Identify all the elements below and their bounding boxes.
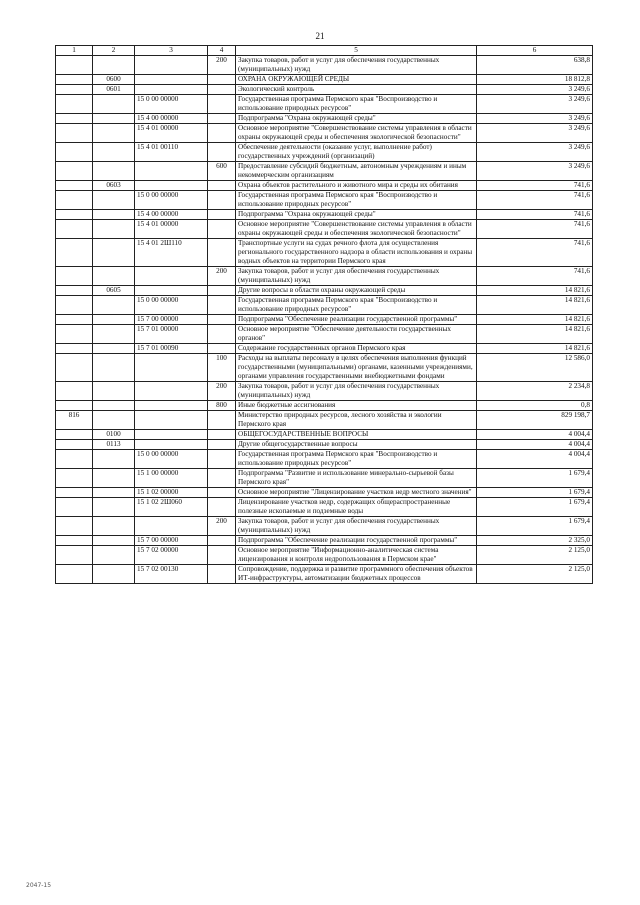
code-target-cell: 15 4 00 00000 bbox=[135, 114, 208, 124]
code-section-cell bbox=[93, 536, 135, 546]
item-name-cell: Расходы на выплаты персоналу в целях обеспечения выполнения функций государственными (муниципальными) органами, казенными учреждениями, органами управления государственными внебюджетными фондами bbox=[236, 354, 477, 382]
amount-cell: 1 679,4 bbox=[477, 488, 593, 498]
item-name-cell: Подпрограмма "Обеспечение реализации государственной программы" bbox=[236, 315, 477, 325]
code-admin-cell bbox=[56, 56, 93, 75]
code-section-cell bbox=[93, 325, 135, 344]
item-name-cell: Другие общегосударственные вопросы bbox=[236, 440, 477, 450]
item-name-cell: Закупка товаров, работ и услуг для обеспечения государственных (муниципальных) нужд bbox=[236, 517, 477, 536]
amount-cell: 741,6 bbox=[477, 210, 593, 220]
code-target-cell: 15 1 00 00000 bbox=[135, 469, 208, 488]
item-name-cell: Основное мероприятие "Совершенствование системы управления в области охраны окружающей среды и обеспечения экологической безопасности" bbox=[236, 124, 477, 143]
code-section-cell bbox=[93, 382, 135, 401]
amount-cell: 3 249,6 bbox=[477, 95, 593, 114]
code-expense-type-cell bbox=[208, 325, 236, 344]
code-section-cell: 0601 bbox=[93, 85, 135, 95]
table-row bbox=[56, 325, 593, 344]
amount-cell: 1 679,4 bbox=[477, 498, 593, 517]
table-row bbox=[56, 411, 593, 430]
code-admin-cell bbox=[56, 296, 93, 315]
column-header: 5 bbox=[236, 46, 477, 56]
code-section-cell bbox=[93, 114, 135, 124]
code-expense-type-cell: 800 bbox=[208, 401, 236, 411]
item-name-cell: Государственная программа Пермского края "Воспроизводство и использование природных ресурсов" bbox=[236, 191, 477, 210]
code-target-cell: 15 0 00 00000 bbox=[135, 450, 208, 469]
code-section-cell bbox=[93, 498, 135, 517]
code-admin-cell bbox=[56, 450, 93, 469]
code-target-cell: 15 0 00 00000 bbox=[135, 296, 208, 315]
code-admin-cell bbox=[56, 162, 93, 181]
table-row bbox=[56, 450, 593, 469]
code-target-cell: 15 7 02 00130 bbox=[135, 565, 208, 584]
code-expense-type-cell bbox=[208, 450, 236, 469]
table-row bbox=[56, 286, 593, 296]
code-admin-cell bbox=[56, 124, 93, 143]
item-name-cell: Государственная программа Пермского края "Воспроизводство и использование природных ресурсов" bbox=[236, 296, 477, 315]
column-header: 1 bbox=[56, 46, 93, 56]
code-expense-type-cell: 200 bbox=[208, 517, 236, 536]
code-expense-type-cell bbox=[208, 411, 236, 430]
item-name-cell: Основное мероприятие "Совершенствование системы управления в области охраны окружающей среды и обеспечения экологической безопасности" bbox=[236, 220, 477, 239]
amount-cell: 3 249,6 bbox=[477, 114, 593, 124]
code-expense-type-cell: 200 bbox=[208, 267, 236, 286]
table-row bbox=[56, 354, 593, 382]
code-admin-cell bbox=[56, 546, 93, 565]
code-admin-cell bbox=[56, 267, 93, 286]
code-admin-cell bbox=[56, 382, 93, 401]
code-target-cell bbox=[135, 181, 208, 191]
code-expense-type-cell bbox=[208, 498, 236, 517]
item-name-cell: Транспортные услуги на судах речного флота для осуществления регионального государственного надзора в области использования и охраны водных объектов на территории Пермского края bbox=[236, 239, 477, 267]
table-row bbox=[56, 296, 593, 315]
amount-cell: 2 234,8 bbox=[477, 382, 593, 401]
code-expense-type-cell: 600 bbox=[208, 162, 236, 181]
code-expense-type-cell bbox=[208, 220, 236, 239]
code-admin-cell: 816 bbox=[56, 411, 93, 430]
amount-cell: 3 249,6 bbox=[477, 143, 593, 162]
code-section-cell: 0100 bbox=[93, 430, 135, 440]
code-section-cell bbox=[93, 401, 135, 411]
item-name-cell: Основное мероприятие "Обеспечение деятельности государственных органов" bbox=[236, 325, 477, 344]
code-target-cell: 15 0 00 00000 bbox=[135, 191, 208, 210]
code-section-cell bbox=[93, 344, 135, 354]
code-target-cell bbox=[135, 56, 208, 75]
item-name-cell: ОХРАНА ОКРУЖАЮЩЕЙ СРЕДЫ bbox=[236, 75, 477, 85]
item-name-cell: Охрана объектов растительного и животного мира и среды их обитания bbox=[236, 181, 477, 191]
code-expense-type-cell bbox=[208, 181, 236, 191]
table-row bbox=[56, 430, 593, 440]
footer-code: 2047-15 bbox=[26, 882, 52, 889]
code-expense-type-cell: 200 bbox=[208, 382, 236, 401]
table-row bbox=[56, 181, 593, 191]
table-row bbox=[56, 85, 593, 95]
code-admin-cell bbox=[56, 344, 93, 354]
table-row bbox=[56, 498, 593, 517]
code-target-cell: 15 0 00 00000 bbox=[135, 95, 208, 114]
code-target-cell bbox=[135, 85, 208, 95]
table-row bbox=[56, 382, 593, 401]
code-section-cell bbox=[93, 162, 135, 181]
table-header-row bbox=[56, 46, 593, 56]
code-admin-cell bbox=[56, 181, 93, 191]
code-expense-type-cell bbox=[208, 114, 236, 124]
code-expense-type-cell: 100 bbox=[208, 354, 236, 382]
item-name-cell: Сопровождение, поддержка и развитие программного обеспечения объектов ИТ-инфраструктуры, автоматизации бюджетных процессов bbox=[236, 565, 477, 584]
code-section-cell bbox=[93, 267, 135, 286]
code-expense-type-cell bbox=[208, 546, 236, 565]
code-admin-cell bbox=[56, 114, 93, 124]
item-name-cell: Обеспечение деятельности (оказание услуг, выполнение работ) государственных учреждений (организаций) bbox=[236, 143, 477, 162]
amount-cell: 4 004,4 bbox=[477, 450, 593, 469]
code-section-cell: 0603 bbox=[93, 181, 135, 191]
amount-cell: 741,6 bbox=[477, 267, 593, 286]
column-header: 4 bbox=[208, 46, 236, 56]
code-admin-cell bbox=[56, 498, 93, 517]
code-admin-cell bbox=[56, 354, 93, 382]
code-section-cell bbox=[93, 411, 135, 430]
code-admin-cell bbox=[56, 95, 93, 114]
amount-cell: 4 004,4 bbox=[477, 430, 593, 440]
amount-cell: 2 325,0 bbox=[477, 536, 593, 546]
budget-table bbox=[55, 45, 593, 584]
item-name-cell: Лицензирование участков недр, содержащих общераспространенные полезные ископаемые и подземные воды bbox=[236, 498, 477, 517]
amount-cell: 3 249,6 bbox=[477, 85, 593, 95]
code-target-cell: 15 4 00 00000 bbox=[135, 210, 208, 220]
amount-cell: 638,8 bbox=[477, 56, 593, 75]
code-admin-cell bbox=[56, 565, 93, 584]
code-expense-type-cell bbox=[208, 239, 236, 267]
item-name-cell: Подпрограмма "Обеспечение реализации государственной программы" bbox=[236, 536, 477, 546]
table-row bbox=[56, 488, 593, 498]
item-name-cell: Закупка товаров, работ и услуг для обеспечения государственных (муниципальных) нужд bbox=[236, 267, 477, 286]
code-admin-cell bbox=[56, 286, 93, 296]
table-row bbox=[56, 536, 593, 546]
code-admin-cell bbox=[56, 239, 93, 267]
table-row bbox=[56, 95, 593, 114]
code-expense-type-cell bbox=[208, 95, 236, 114]
amount-cell: 741,6 bbox=[477, 181, 593, 191]
item-name-cell: Другие вопросы в области охраны окружающей среды bbox=[236, 286, 477, 296]
code-section-cell bbox=[93, 143, 135, 162]
code-section-cell: 0113 bbox=[93, 440, 135, 450]
column-header: 2 bbox=[93, 46, 135, 56]
code-expense-type-cell bbox=[208, 488, 236, 498]
item-name-cell: Государственная программа Пермского края "Воспроизводство и использование природных ресурсов" bbox=[236, 450, 477, 469]
code-section-cell bbox=[93, 315, 135, 325]
code-admin-cell bbox=[56, 488, 93, 498]
item-name-cell: Закупка товаров, работ и услуг для обеспечения государственных (муниципальных) нужд bbox=[236, 56, 477, 75]
amount-cell: 18 812,8 bbox=[477, 75, 593, 85]
table-row bbox=[56, 75, 593, 85]
item-name-cell: Подпрограмма "Охрана окружающей среды" bbox=[236, 114, 477, 124]
code-expense-type-cell bbox=[208, 315, 236, 325]
item-name-cell: Основное мероприятие "Лицензирование участков недр местного значения" bbox=[236, 488, 477, 498]
code-target-cell: 15 7 01 00000 bbox=[135, 325, 208, 344]
item-name-cell: Основное мероприятие "Информационно-аналитическая система лицензирования и контроля недропользования в Пермском крае" bbox=[236, 546, 477, 565]
code-section-cell bbox=[93, 354, 135, 382]
item-name-cell: Предоставление субсидий бюджетным, автономным учреждениям и иным некоммерческим организациям bbox=[236, 162, 477, 181]
amount-cell: 1 679,4 bbox=[477, 517, 593, 536]
amount-cell: 14 821,6 bbox=[477, 344, 593, 354]
code-admin-cell bbox=[56, 517, 93, 536]
code-section-cell bbox=[93, 124, 135, 143]
code-target-cell: 15 7 02 00000 bbox=[135, 546, 208, 565]
item-name-cell: Содержание государственных органов Пермского края bbox=[236, 344, 477, 354]
code-expense-type-cell bbox=[208, 124, 236, 143]
code-admin-cell bbox=[56, 220, 93, 239]
code-section-cell bbox=[93, 220, 135, 239]
code-admin-cell bbox=[56, 536, 93, 546]
code-section-cell bbox=[93, 191, 135, 210]
code-expense-type-cell bbox=[208, 85, 236, 95]
code-target-cell bbox=[135, 162, 208, 181]
code-target-cell bbox=[135, 286, 208, 296]
code-admin-cell bbox=[56, 325, 93, 344]
item-name-cell: ОБЩЕГОСУДАРСТВЕННЫЕ ВОПРОСЫ bbox=[236, 430, 477, 440]
code-admin-cell bbox=[56, 191, 93, 210]
code-section-cell: 0600 bbox=[93, 75, 135, 85]
code-target-cell: 15 1 02 2Ш060 bbox=[135, 498, 208, 517]
code-section-cell bbox=[93, 296, 135, 315]
amount-cell: 14 821,6 bbox=[477, 315, 593, 325]
code-expense-type-cell bbox=[208, 440, 236, 450]
code-target-cell bbox=[135, 382, 208, 401]
code-admin-cell bbox=[56, 210, 93, 220]
code-section-cell bbox=[93, 565, 135, 584]
amount-cell: 741,6 bbox=[477, 239, 593, 267]
code-section-cell bbox=[93, 546, 135, 565]
amount-cell: 2 125,0 bbox=[477, 546, 593, 565]
code-admin-cell bbox=[56, 430, 93, 440]
code-target-cell: 15 4 01 2Ш110 bbox=[135, 239, 208, 267]
amount-cell: 14 821,6 bbox=[477, 286, 593, 296]
amount-cell: 12 586,0 bbox=[477, 354, 593, 382]
code-admin-cell bbox=[56, 469, 93, 488]
item-name-cell: Государственная программа Пермского края "Воспроизводство и использование природных ресурсов" bbox=[236, 95, 477, 114]
table-row bbox=[56, 210, 593, 220]
code-section-cell: 0605 bbox=[93, 286, 135, 296]
amount-cell: 829 198,7 bbox=[477, 411, 593, 430]
table-row bbox=[56, 565, 593, 584]
code-expense-type-cell bbox=[208, 143, 236, 162]
table-row bbox=[56, 517, 593, 536]
code-admin-cell bbox=[56, 85, 93, 95]
code-section-cell bbox=[93, 450, 135, 469]
table-row bbox=[56, 469, 593, 488]
code-section-cell bbox=[93, 517, 135, 536]
column-header: 6 bbox=[477, 46, 593, 56]
code-target-cell bbox=[135, 411, 208, 430]
amount-cell: 14 821,6 bbox=[477, 325, 593, 344]
amount-cell: 741,6 bbox=[477, 191, 593, 210]
item-name-cell: Подпрограмма "Развитие и использование минерально-сырьевой базы Пермского края" bbox=[236, 469, 477, 488]
table-row bbox=[56, 401, 593, 411]
code-target-cell bbox=[135, 75, 208, 85]
item-name-cell: Иные бюджетные ассигнования bbox=[236, 401, 477, 411]
page-number: 21 bbox=[315, 31, 325, 41]
code-section-cell bbox=[93, 210, 135, 220]
code-admin-cell bbox=[56, 440, 93, 450]
code-expense-type-cell bbox=[208, 191, 236, 210]
amount-cell: 14 821,6 bbox=[477, 296, 593, 315]
code-expense-type-cell bbox=[208, 565, 236, 584]
code-expense-type-cell bbox=[208, 536, 236, 546]
table-row bbox=[56, 143, 593, 162]
code-target-cell: 15 7 01 00090 bbox=[135, 344, 208, 354]
column-header: 3 bbox=[135, 46, 208, 56]
table-row bbox=[56, 315, 593, 325]
code-expense-type-cell: 200 bbox=[208, 56, 236, 75]
amount-cell: 4 004,4 bbox=[477, 440, 593, 450]
code-admin-cell bbox=[56, 75, 93, 85]
table-row bbox=[56, 220, 593, 239]
code-target-cell bbox=[135, 517, 208, 536]
code-target-cell: 15 7 00 00000 bbox=[135, 536, 208, 546]
item-name-cell: Экологический контроль bbox=[236, 85, 477, 95]
amount-cell: 3 249,6 bbox=[477, 124, 593, 143]
table-row bbox=[56, 114, 593, 124]
table-row bbox=[56, 56, 593, 75]
code-expense-type-cell bbox=[208, 469, 236, 488]
code-target-cell bbox=[135, 401, 208, 411]
code-target-cell bbox=[135, 440, 208, 450]
item-name-cell: Подпрограмма "Охрана окружающей среды" bbox=[236, 210, 477, 220]
code-admin-cell bbox=[56, 143, 93, 162]
code-expense-type-cell bbox=[208, 430, 236, 440]
item-name-cell: Министерство природных ресурсов, лесного хозяйства и экологии Пермского края bbox=[236, 411, 477, 430]
code-target-cell: 15 4 01 00000 bbox=[135, 220, 208, 239]
code-target-cell: 15 4 01 00000 bbox=[135, 124, 208, 143]
code-target-cell bbox=[135, 354, 208, 382]
table-row bbox=[56, 267, 593, 286]
code-section-cell bbox=[93, 239, 135, 267]
amount-cell: 741,6 bbox=[477, 220, 593, 239]
code-target-cell: 15 7 00 00000 bbox=[135, 315, 208, 325]
code-expense-type-cell bbox=[208, 344, 236, 354]
table-row bbox=[56, 239, 593, 267]
code-target-cell: 15 4 01 00110 bbox=[135, 143, 208, 162]
table-row bbox=[56, 546, 593, 565]
table-row bbox=[56, 440, 593, 450]
code-expense-type-cell bbox=[208, 286, 236, 296]
code-section-cell bbox=[93, 95, 135, 114]
amount-cell: 2 125,0 bbox=[477, 565, 593, 584]
amount-cell: 3 249,6 bbox=[477, 162, 593, 181]
table-row bbox=[56, 344, 593, 354]
item-name-cell: Закупка товаров, работ и услуг для обеспечения государственных (муниципальных) нужд bbox=[236, 382, 477, 401]
code-target-cell: 15 1 02 00000 bbox=[135, 488, 208, 498]
amount-cell: 1 679,4 bbox=[477, 469, 593, 488]
amount-cell: 0,8 bbox=[477, 401, 593, 411]
code-target-cell bbox=[135, 267, 208, 286]
code-section-cell bbox=[93, 469, 135, 488]
code-admin-cell bbox=[56, 315, 93, 325]
code-expense-type-cell bbox=[208, 75, 236, 85]
code-target-cell bbox=[135, 430, 208, 440]
code-expense-type-cell bbox=[208, 296, 236, 315]
table-row bbox=[56, 162, 593, 181]
table-row bbox=[56, 191, 593, 210]
code-expense-type-cell bbox=[208, 210, 236, 220]
code-section-cell bbox=[93, 56, 135, 75]
code-section-cell bbox=[93, 488, 135, 498]
table-row bbox=[56, 124, 593, 143]
code-admin-cell bbox=[56, 401, 93, 411]
